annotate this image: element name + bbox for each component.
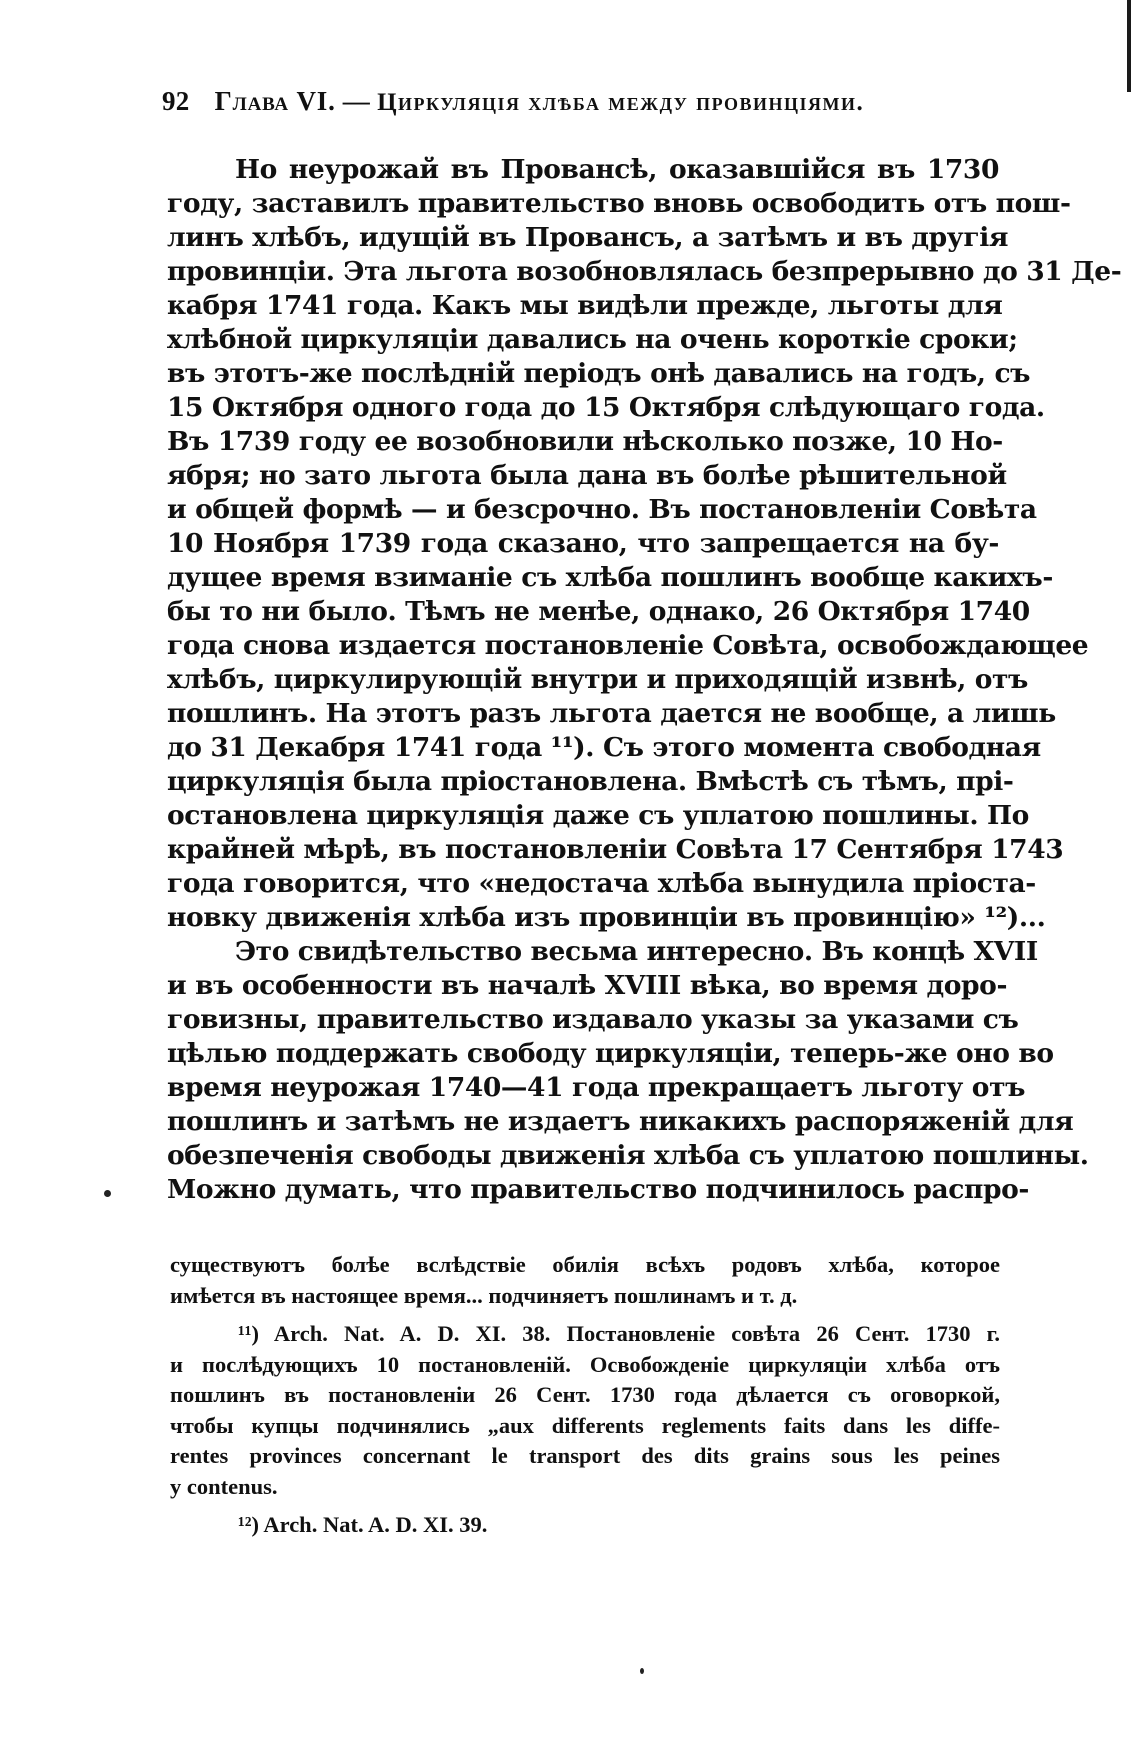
scan-edge-mark — [1127, 0, 1131, 92]
body-line: году, заставилъ правительство вновь освободить отъ пош- — [167, 188, 1071, 219]
chapter-label: Глава VI. — [214, 86, 336, 116]
body-line: пошлинъ. На этотъ разъ льгота дается не вообще, а лишь — [167, 698, 1056, 729]
body-line: Въ 1739 году ее возобновили нѣсколько позже, 10 Но- — [167, 426, 1003, 457]
body-line: остановлена циркуляція даже съ уплатою пошлины. По — [167, 800, 1029, 831]
body-line: циркуляція была пріостановлена. Вмѣстѣ съ тѣмъ, прі- — [167, 766, 1014, 797]
body-line: года снова издается постановленіе Совѣта, освобождающее — [167, 630, 1089, 661]
body-line: новку движенія хлѣба изъ провинціи въ провинцію» ¹²)... — [167, 902, 1046, 933]
footnote-12-line: ¹²) Arch. Nat. A. D. XI. 39. — [238, 1512, 488, 1537]
body-line: время неурожая 1740—41 года прекращаетъ льготу отъ — [167, 1072, 1026, 1103]
body-line: кабря 1741 года. Какъ мы видѣли прежде, льготы для — [167, 290, 1003, 321]
body-text — [167, 153, 1122, 1207]
body-line: линъ хлѣбъ, идущій въ Провансъ, а затѣмъ и въ другія — [167, 222, 1009, 253]
footnote-gap — [170, 1502, 1000, 1510]
body-line: хлѣбной циркуляціи давались на очень короткіе сроки; — [167, 324, 1018, 355]
body-line: дущее время взиманіе съ хлѣба пошлинъ вообще какихъ- — [167, 562, 1053, 593]
footnotes — [170, 1250, 1000, 1541]
running-head — [162, 86, 1002, 117]
footnote-11-line: ¹¹) Arch. Nat. A. D. XI. 38. Постановленіе совѣта 26 Сент. 1730 г. — [238, 1321, 1000, 1346]
body-line: обезпеченія свободы движенія хлѣба съ уплатою пошлины. — [167, 1140, 1089, 1171]
footnote-gap — [170, 1311, 1000, 1319]
body-line: провинціи. Эта льгота возобновлялась безпрерывно до 31 Де- — [167, 256, 1122, 287]
body-line: и общей формѣ — и безсрочно. Въ постановленіи Совѣта — [167, 494, 1037, 525]
ink-speck — [104, 1190, 111, 1197]
body-line: и въ особенности въ началѣ XVIII вѣка, во время доро- — [167, 970, 1008, 1001]
ink-speck — [640, 1668, 644, 1674]
body-line: пошлинъ и затѣмъ не издаетъ никакихъ распоряженій для — [167, 1106, 1074, 1137]
footnote-continuation-line: существуютъ болѣе вслѣдствіе обилія всѣхъ родовъ хлѣба, которое — [170, 1252, 1000, 1277]
body-line: Можно думать, что правительство подчинилось распро- — [167, 1174, 1030, 1205]
body-line: Но неурожай въ Провансѣ, оказавшійся въ 1730 — [235, 154, 999, 185]
chapter-title: Циркуляція хлѣба между провинціями. — [377, 89, 865, 116]
body-line: 10 Ноября 1739 года сказано, что запрещается на бу- — [167, 528, 999, 559]
body-line: хлѣбъ, циркулирующій внутри и приходящій извнѣ, отъ — [167, 664, 1028, 695]
body-line: бы то ни было. Тѣмъ не менѣе, однако, 26 Октября 1740 — [167, 596, 1030, 627]
footnote-11-line: пошлинъ въ постановленіи 26 Сент. 1730 года дѣлается съ оговоркой, — [170, 1382, 1000, 1407]
footnote-11-line: чтобы купцы подчинялись „aux differents reglements faits dans les diffe- — [170, 1412, 1000, 1438]
body-line: въ этотъ-же послѣдній періодъ онѣ давались на годъ, съ — [167, 358, 1031, 389]
footnote-continuation-line: имѣется въ настоящее время... подчиняетъ пошлинамъ и т. д. — [170, 1282, 798, 1308]
body-line: 15 Октября одного года до 15 Октября слѣдующаго года. — [167, 392, 1045, 423]
body-line: цѣлью поддержать свободу циркуляціи, теперь-же оно во — [167, 1038, 1054, 1069]
header-dash: — — [342, 86, 371, 116]
body-line: говизны, правительство издавало указы за указами съ — [167, 1004, 1019, 1035]
page-number: 92 — [162, 86, 190, 116]
footnote-11-line: rentes provinces concernant le transport des dits grains sous les peines — [170, 1443, 1000, 1468]
footnote-11-line: y contenus. — [170, 1473, 278, 1499]
body-line: крайней мѣрѣ, въ постановленіи Совѣта 17 Сентября 1743 — [167, 834, 1064, 865]
body-line: года говорится, что «недостача хлѣба вынудила пріоста- — [167, 868, 1036, 899]
body-line: Это свидѣтельство весьма интересно. Въ концѣ XVII — [235, 936, 1038, 967]
body-line: до 31 Декабря 1741 года ¹¹). Съ этого момента свободная — [167, 732, 1041, 763]
footnote-11-line: и послѣдующихъ 10 постановленій. Освобожденіе циркуляціи хлѣба отъ — [170, 1351, 1000, 1377]
body-line: ября; но зато льгота была дана въ болѣе рѣшительной — [167, 460, 1007, 491]
